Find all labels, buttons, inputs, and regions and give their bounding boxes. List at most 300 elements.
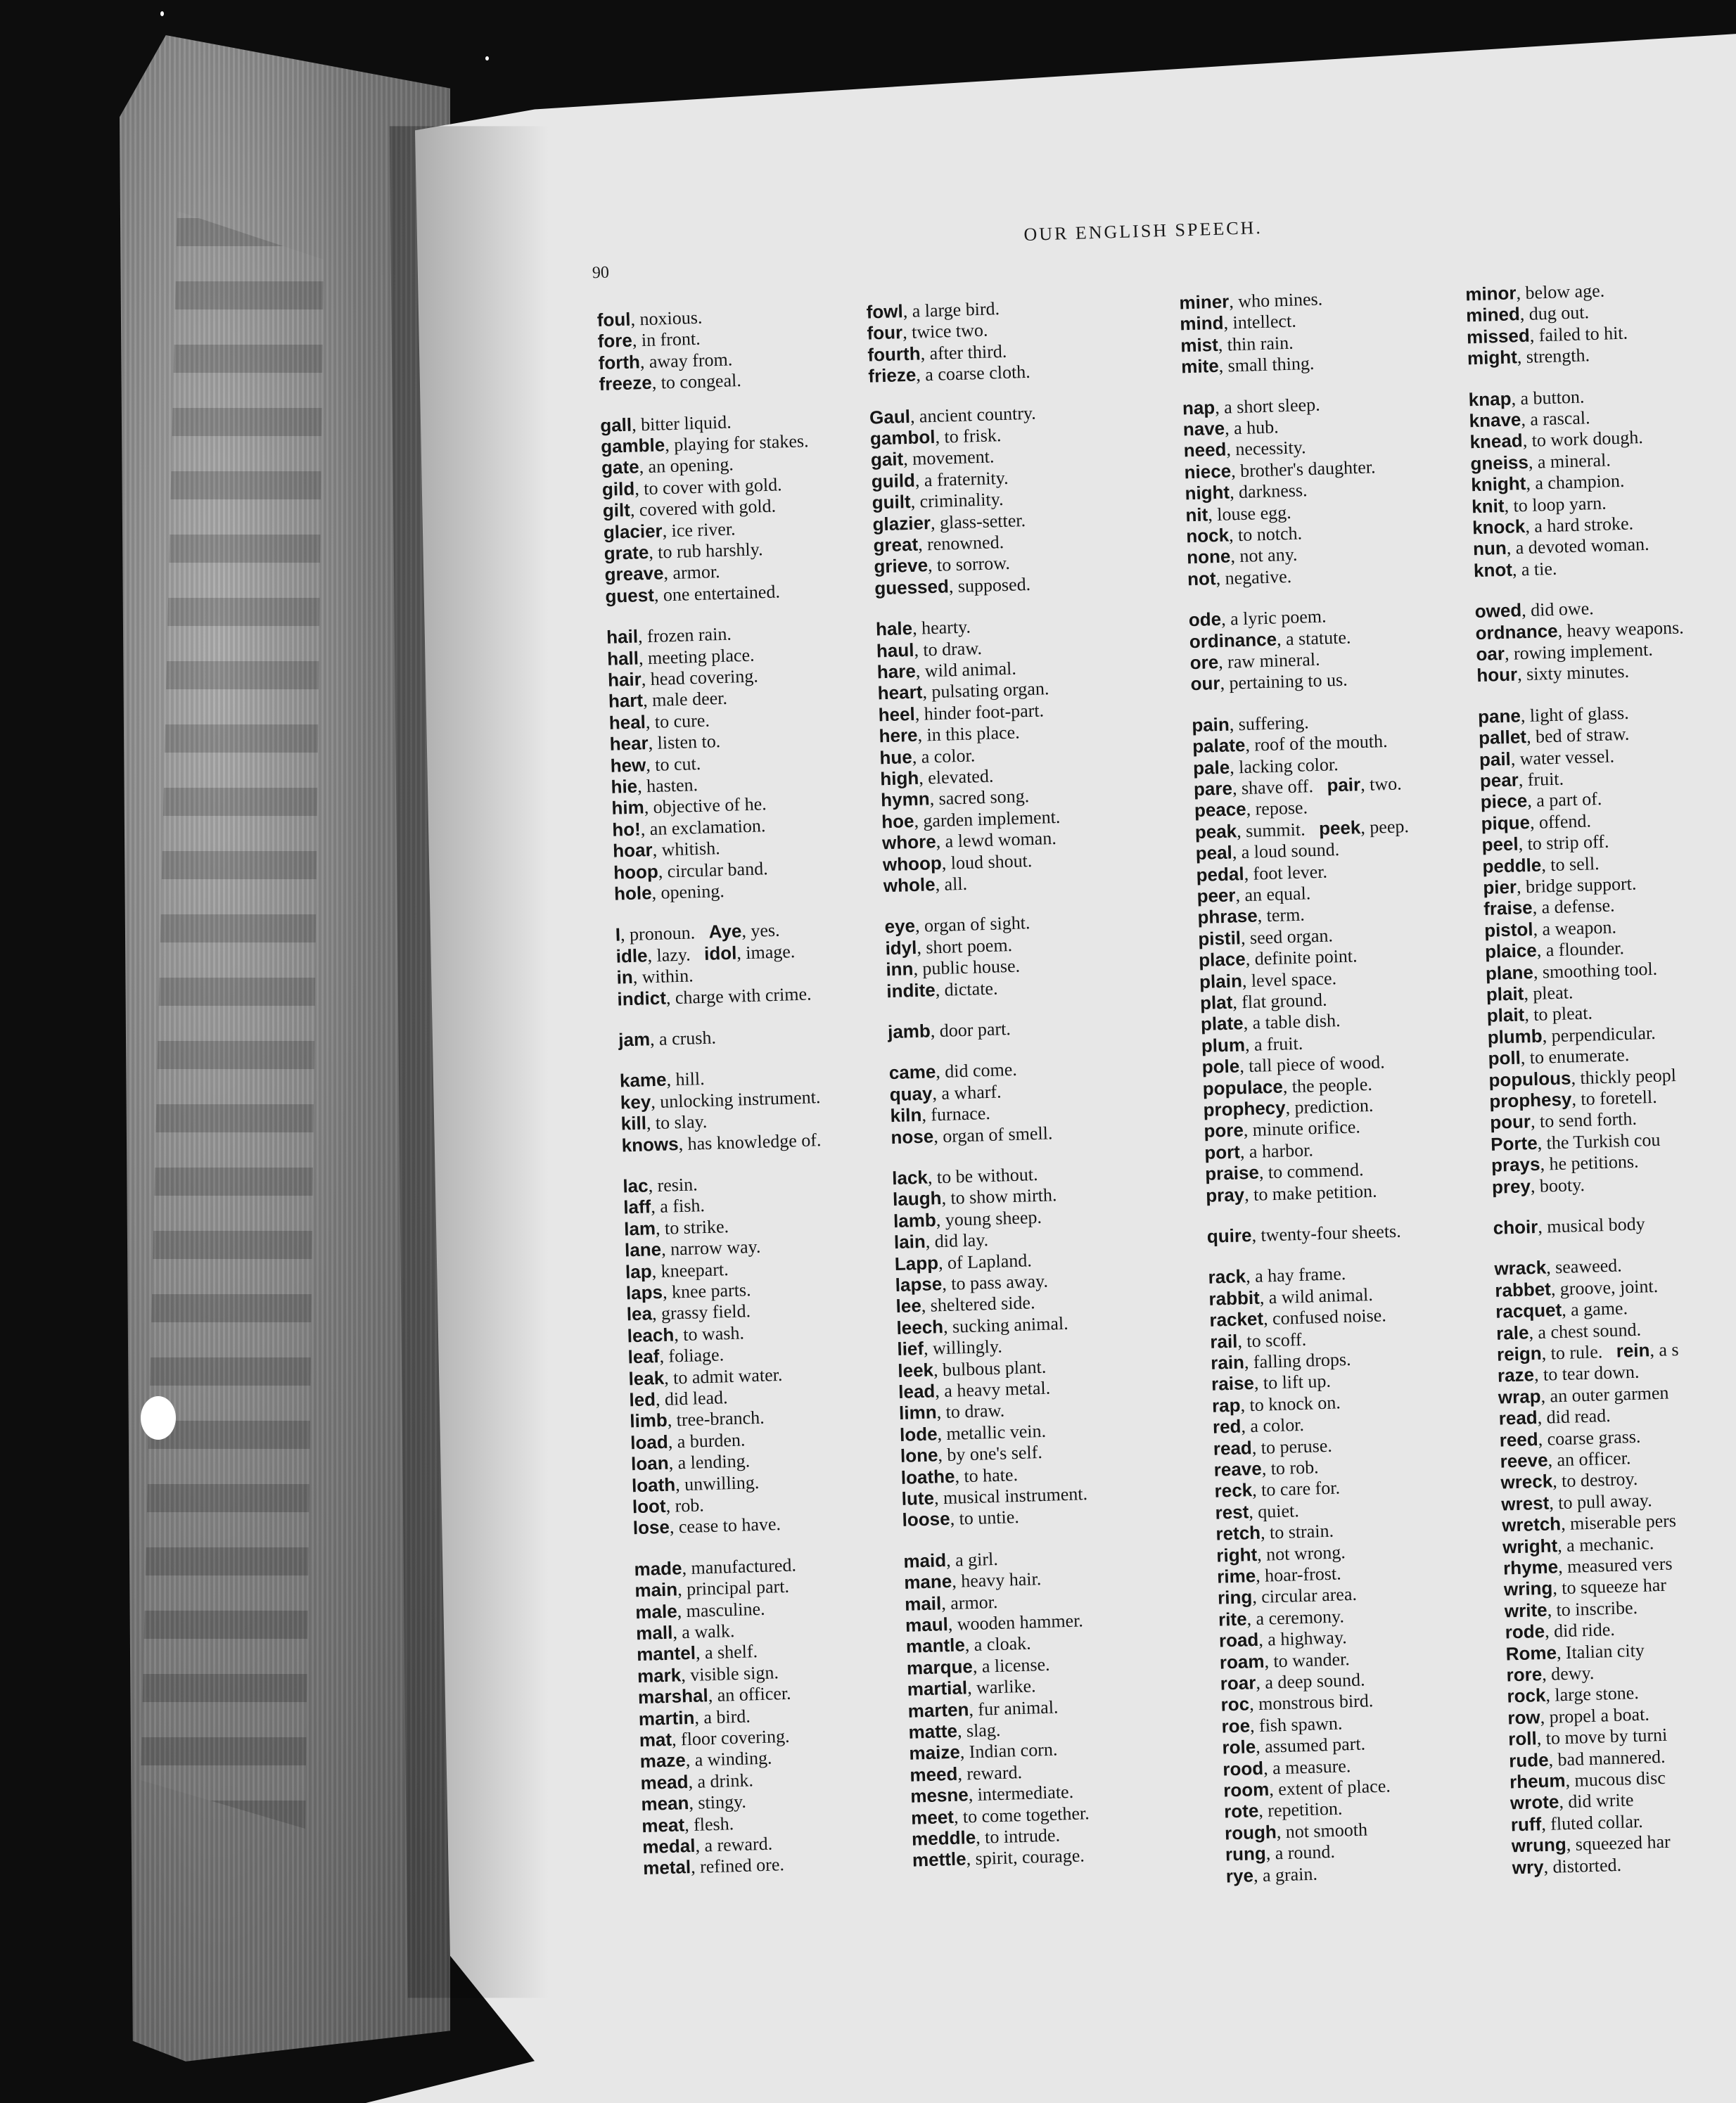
- definition: measured vers: [1566, 1553, 1673, 1577]
- headword: plumb: [1487, 1025, 1543, 1048]
- headword: port: [1204, 1141, 1241, 1163]
- definition: to lift up.: [1263, 1371, 1332, 1393]
- headword: pair: [1326, 774, 1361, 796]
- headword: mantel: [636, 1642, 696, 1666]
- definition: hinder foot-part.: [924, 700, 1045, 724]
- dictionary-entry: plum, a fruit.: [1201, 1033, 1303, 1056]
- definition: to peruse.: [1260, 1435, 1333, 1458]
- definition: has knowledge of.: [687, 1129, 822, 1154]
- headword: plum: [1201, 1033, 1246, 1056]
- headword: lea: [626, 1303, 653, 1325]
- definition: the Turkish cou: [1546, 1129, 1661, 1153]
- definition: to draw.: [922, 637, 983, 660]
- headword: hair: [607, 668, 642, 691]
- headword: wrest: [1500, 1492, 1550, 1515]
- dictionary-entry: ordnance, heavy weapons.: [1475, 616, 1685, 644]
- headword: knave: [1469, 409, 1521, 432]
- dictionary-entry: reeve, an officer.: [1500, 1447, 1631, 1472]
- dictionary-entry: pail, water vessel.: [1479, 745, 1615, 770]
- headword: heel: [878, 703, 916, 726]
- headword: wreck: [1500, 1470, 1553, 1494]
- dictionary-entry: metal, refined ore.: [642, 1854, 785, 1879]
- dictionary-entry: fowl, a large bird.: [866, 298, 1000, 323]
- definition: foliage.: [668, 1344, 725, 1367]
- definition: two.: [1369, 773, 1403, 795]
- definition: ancient country.: [919, 402, 1037, 427]
- headword: lone: [900, 1444, 938, 1467]
- dictionary-entry: meed, reward.: [909, 1761, 1023, 1786]
- dictionary-entry: heel, hinder foot-part.: [878, 700, 1045, 726]
- dictionary-entry: praise, to commend.: [1204, 1159, 1364, 1185]
- dictionary-entry: mite, small thing.: [1180, 352, 1315, 378]
- definition: to enumerate.: [1529, 1044, 1630, 1068]
- dictionary-entry: peak, summit. peek, peep.: [1194, 815, 1410, 843]
- dictionary-entry: gneiss, a mineral.: [1470, 449, 1611, 475]
- definition: floor covering.: [680, 1725, 790, 1750]
- definition: below age.: [1525, 280, 1605, 303]
- dictionary-entry: laugh, to show mirth.: [892, 1184, 1057, 1210]
- dictionary-entry: rale, a chest sound.: [1495, 1319, 1642, 1344]
- definition: meeting place.: [647, 644, 755, 668]
- definition: bulbous plant.: [942, 1356, 1047, 1380]
- dictionary-entry: lack, to be without.: [891, 1163, 1038, 1189]
- definition: did come.: [944, 1059, 1018, 1082]
- dictionary-entry: fourth, after third.: [867, 340, 1007, 366]
- dictionary-entry: road, a highway.: [1218, 1627, 1348, 1651]
- dictionary-entry: loathe, to hate.: [900, 1464, 1019, 1488]
- definition: repetition.: [1267, 1798, 1343, 1822]
- headword: mined: [1465, 303, 1521, 326]
- headword: roe: [1221, 1715, 1251, 1737]
- definition: to strip off.: [1527, 831, 1609, 855]
- headword: ode: [1188, 608, 1222, 631]
- headword: fraise: [1483, 897, 1533, 920]
- definition: roof of the mouth.: [1253, 731, 1388, 755]
- dictionary-entry: prophecy, prediction.: [1203, 1094, 1374, 1120]
- dictionary-entry: Porte, the Turkish cou: [1490, 1129, 1661, 1155]
- dictionary-entry: leaf, foliage.: [627, 1344, 725, 1368]
- definition: noxious.: [639, 307, 703, 330]
- headword: hew: [610, 753, 646, 776]
- dictionary-entry: meet, to come together.: [910, 1802, 1090, 1829]
- dictionary-entry: indict, charge with crime.: [617, 983, 812, 1010]
- dictionary-entry: hear, listen to.: [609, 731, 721, 755]
- definition: movement.: [912, 446, 995, 470]
- definition: a lending.: [677, 1450, 751, 1474]
- headword: leach: [627, 1324, 675, 1347]
- dictionary-entry: rest, quiet.: [1215, 1500, 1300, 1523]
- definition: visible sign.: [689, 1662, 779, 1685]
- dictionary-entry: rain, falling drops.: [1210, 1348, 1351, 1374]
- definition: refined ore.: [699, 1854, 785, 1878]
- definition: a grain.: [1262, 1863, 1318, 1886]
- definition: to slay.: [655, 1111, 708, 1134]
- headword: right: [1215, 1543, 1258, 1566]
- headword: lead: [898, 1380, 936, 1402]
- dictionary-entry: lode, metallic vein.: [899, 1420, 1047, 1445]
- definition: slag.: [966, 1719, 1001, 1741]
- definition: within.: [642, 965, 694, 987]
- dictionary-entry: great, renowned.: [873, 532, 1004, 556]
- dictionary-entry: wrung, squeezed har: [1511, 1831, 1671, 1857]
- headword: quire: [1206, 1224, 1252, 1247]
- headword: gamble: [600, 434, 665, 457]
- dictionary-entry: forth, away from.: [598, 349, 733, 373]
- dictionary-entry: loan, a lending.: [630, 1450, 751, 1475]
- dictionary-entry: lone, by one's self.: [900, 1442, 1043, 1467]
- headword: I: [615, 923, 621, 946]
- headword: rood: [1222, 1757, 1264, 1780]
- definition: to move by turni: [1545, 1724, 1668, 1749]
- dictionary-entry: miner, who mines.: [1179, 288, 1323, 314]
- headword: laff: [623, 1196, 651, 1218]
- dictionary-entry: hew, to cut.: [610, 753, 701, 776]
- definition: a coarse cloth.: [924, 361, 1031, 385]
- headword: heart: [877, 681, 923, 704]
- dictionary-entry: freeze, to congeal.: [599, 370, 742, 395]
- definition: ice river.: [671, 518, 736, 541]
- dictionary-entry: raise, to lift up.: [1211, 1371, 1332, 1395]
- headword: loot: [632, 1495, 667, 1518]
- dictionary-entry: hoar, whitish.: [612, 838, 721, 862]
- dictionary-entry: hoe, garden implement.: [881, 806, 1061, 833]
- dictionary-entry: lap, kneepart.: [625, 1258, 729, 1283]
- definition: small thing.: [1227, 352, 1315, 376]
- headword: reck: [1214, 1479, 1253, 1502]
- headword: plate: [1200, 1012, 1244, 1035]
- definition: a s: [1658, 1339, 1679, 1360]
- definition: not smooth: [1285, 1819, 1368, 1842]
- headword: inn: [886, 958, 914, 980]
- definition: flesh.: [693, 1813, 734, 1835]
- definition: not wrong.: [1265, 1541, 1346, 1565]
- dictionary-entry: limn, to draw.: [898, 1400, 1005, 1424]
- definition: grassy field.: [660, 1300, 751, 1324]
- headword: guild: [871, 469, 916, 492]
- definition: sacred song.: [938, 786, 1030, 810]
- dictionary-entry: rode, did ride.: [1505, 1619, 1616, 1643]
- dictionary-entry: pane, light of glass.: [1477, 702, 1630, 727]
- headword: hymn: [880, 788, 931, 811]
- dictionary-entry: gate, an opening.: [601, 454, 734, 479]
- headword: pole: [1201, 1055, 1240, 1078]
- headword: praise: [1204, 1161, 1260, 1185]
- definition: light of glass.: [1529, 702, 1630, 726]
- definition: to squeeze har: [1561, 1575, 1667, 1599]
- definition: loud shout.: [950, 850, 1033, 874]
- definition: large stone.: [1554, 1682, 1640, 1706]
- dictionary-entry: greave, armor.: [604, 561, 720, 586]
- dictionary-entry: martial, warlike.: [907, 1675, 1036, 1700]
- definition: twice two.: [911, 319, 988, 343]
- dictionary-entry: hymn, sacred song.: [880, 786, 1030, 811]
- dictionary-entry: meddle, to intrude.: [911, 1824, 1061, 1850]
- dictionary-entry: haul, to draw.: [876, 637, 983, 662]
- headword: hue: [879, 746, 913, 768]
- definition: suffering.: [1238, 712, 1310, 735]
- definition: yes.: [750, 920, 780, 942]
- headword: laugh: [892, 1187, 942, 1210]
- headword: meet: [910, 1805, 955, 1829]
- headword: knight: [1470, 473, 1526, 496]
- headword: prophecy: [1203, 1097, 1286, 1120]
- dictionary-entry: lapse, to pass away.: [895, 1270, 1049, 1296]
- headword: maid: [902, 1549, 947, 1572]
- definition: flat ground.: [1241, 989, 1327, 1013]
- headword: glacier: [603, 519, 663, 543]
- dictionary-entry: rote, repetition.: [1223, 1798, 1343, 1822]
- dictionary-entry: hoop, circular band.: [613, 857, 768, 883]
- definition: stingy.: [697, 1791, 747, 1813]
- headword: pistol: [1483, 918, 1533, 941]
- dictionary-entry: gall, bitter liquid.: [599, 411, 732, 436]
- dictionary-entry: hue, a color.: [879, 744, 976, 768]
- headword: peddle: [1482, 854, 1542, 877]
- dictionary-entry: missed, failed to hit.: [1466, 322, 1628, 348]
- headword: peal: [1195, 841, 1233, 864]
- definition: a color.: [1249, 1414, 1305, 1437]
- definition: thin rain.: [1227, 332, 1294, 355]
- definition: quiet.: [1257, 1500, 1300, 1522]
- definition: falling drops.: [1253, 1348, 1351, 1372]
- headword: oar: [1476, 642, 1505, 665]
- dictionary-entry: nose, organ of smell.: [891, 1122, 1053, 1148]
- definition: to rule.: [1550, 1341, 1603, 1364]
- headword: leaf: [627, 1345, 660, 1368]
- headword: rhyme: [1502, 1556, 1559, 1579]
- definition: a flounder.: [1545, 938, 1625, 961]
- headword: lane: [624, 1239, 662, 1261]
- headword: meat: [641, 1813, 685, 1836]
- dictionary-entry: knows, has knowledge of.: [621, 1129, 822, 1156]
- dictionary-entry: write, to inscribe.: [1504, 1597, 1638, 1622]
- headword: rode: [1505, 1621, 1545, 1643]
- definition: whitish.: [661, 838, 721, 860]
- dictionary-entry: ho!, an exclamation.: [611, 815, 766, 840]
- headword: rap: [1211, 1394, 1241, 1417]
- dictionary-entry: wrack, seaweed.: [1494, 1255, 1623, 1280]
- definition: confused noise.: [1272, 1305, 1387, 1329]
- headword: red: [1212, 1415, 1242, 1438]
- headword: reed: [1499, 1428, 1539, 1451]
- headword: roar: [1220, 1672, 1256, 1694]
- definition: seed organ.: [1249, 925, 1334, 948]
- definition: image.: [745, 940, 796, 963]
- dictionary-entry: reck, to care for.: [1214, 1477, 1341, 1502]
- dictionary-entry: roe, fish spawn.: [1221, 1713, 1343, 1737]
- definition: a round.: [1275, 1841, 1336, 1864]
- dictionary-entry: loose, to untie.: [902, 1507, 1020, 1531]
- headword: grieve: [874, 554, 928, 577]
- definition: lazy.: [656, 944, 691, 966]
- definition: bitter liquid.: [640, 411, 732, 435]
- headword: populace: [1202, 1075, 1284, 1099]
- definition: a burden.: [677, 1429, 746, 1452]
- headword: nave: [1182, 417, 1225, 440]
- headword: rest: [1215, 1501, 1249, 1523]
- dictionary-entry: gambol, to frisk.: [869, 425, 1002, 449]
- headword: forth: [598, 351, 641, 373]
- dictionary-entry: lain, did lay.: [893, 1229, 989, 1253]
- definition: tree-branch.: [676, 1407, 765, 1431]
- headword: hale: [875, 618, 913, 640]
- dictionary-entry: nap, a short sleep.: [1182, 394, 1321, 418]
- headword: freeze: [599, 371, 653, 395]
- dictionary-entry: rail, to scoff.: [1209, 1329, 1307, 1353]
- definition: playing for stakes.: [673, 430, 809, 455]
- headword: hie: [611, 775, 638, 798]
- dictionary-entry: hour, sixty minutes.: [1476, 661, 1630, 686]
- dictionary-entry: wreck, to destroy.: [1500, 1469, 1638, 1494]
- definition: to work dough.: [1531, 427, 1644, 452]
- headword: racquet: [1495, 1299, 1562, 1322]
- dictionary-entry: frieze, a coarse cloth.: [867, 361, 1031, 387]
- headword: plaice: [1484, 939, 1538, 963]
- headword: fowl: [866, 300, 904, 323]
- headword: reeve: [1500, 1449, 1548, 1472]
- headword: reave: [1213, 1457, 1263, 1481]
- headword: rite: [1218, 1608, 1247, 1630]
- dictionary-entry: choir, musical body: [1493, 1213, 1646, 1239]
- definition: mucous disc: [1574, 1767, 1666, 1791]
- definition: a mechanic.: [1566, 1532, 1654, 1556]
- headword: read: [1498, 1407, 1538, 1429]
- definition: to congeal.: [660, 370, 742, 393]
- dictionary-entry: roll, to move by turni: [1507, 1724, 1668, 1750]
- dictionary-entry: idyl, short poem.: [885, 934, 1013, 959]
- definition: peep.: [1369, 815, 1410, 838]
- definition: covered with gold.: [639, 495, 777, 520]
- dictionary-entry: lane, narrow way.: [624, 1236, 761, 1261]
- dictionary-entry: wright, a mechanic.: [1502, 1532, 1654, 1558]
- definition: did owe.: [1530, 598, 1595, 621]
- definition: to draw.: [945, 1400, 1005, 1423]
- headword: lack: [891, 1166, 928, 1189]
- headword: peer: [1196, 884, 1236, 907]
- definition: circular band.: [667, 857, 768, 881]
- headword: laps: [625, 1281, 663, 1304]
- dictionary-entry: gild, to cover with gold.: [601, 474, 782, 500]
- headword: mail: [904, 1592, 942, 1615]
- headword: ore: [1189, 651, 1219, 674]
- headword: mesne: [910, 1784, 969, 1807]
- headword: kame: [619, 1068, 667, 1092]
- definition: to pull away.: [1557, 1490, 1652, 1514]
- headword: ruff: [1510, 1813, 1542, 1836]
- dictionary-entry: lea, grassy field.: [626, 1300, 751, 1325]
- dictionary-entry: rabbet, groove, joint.: [1494, 1275, 1659, 1301]
- dictionary-entry: rhyme, measured vers: [1502, 1553, 1673, 1579]
- dictionary-entry: him, objective of he.: [611, 793, 767, 819]
- headword: indict: [617, 987, 667, 1010]
- headword: pray: [1205, 1183, 1245, 1206]
- headword: led: [628, 1388, 656, 1411]
- dictionary-entry: rough, not smooth: [1224, 1819, 1368, 1844]
- dictionary-entry: plate, a table dish.: [1200, 1010, 1341, 1035]
- headword: Lapp: [894, 1251, 939, 1274]
- headword: rote: [1223, 1800, 1259, 1822]
- headword: wrack: [1494, 1256, 1547, 1280]
- dictionary-entry: high, elevated.: [879, 765, 994, 790]
- dictionary-entry: mall, a walk.: [635, 1621, 735, 1644]
- definition: a wild animal.: [1268, 1284, 1374, 1308]
- headword: marque: [906, 1655, 974, 1679]
- headword: nit: [1185, 503, 1208, 525]
- definition: organ of sight.: [924, 912, 1030, 936]
- headword: fourth: [867, 343, 921, 366]
- dictionary-entry: wrest, to pull away.: [1500, 1490, 1652, 1515]
- dictionary-entry: rabbit, a wild animal.: [1208, 1284, 1374, 1310]
- dictionary-entry: jam, a crush.: [618, 1027, 717, 1051]
- dictionary-entry: whoop, loud shout.: [882, 850, 1033, 875]
- dictionary-entry: in, within.: [616, 965, 694, 988]
- headword: ordnance: [1475, 620, 1559, 644]
- definition: intermediate.: [977, 1782, 1074, 1805]
- definition: opening.: [660, 881, 725, 903]
- headword: mist: [1180, 333, 1219, 357]
- definition: fluted collar.: [1550, 1810, 1644, 1834]
- headword: mettle: [912, 1848, 967, 1872]
- headword: whoop: [882, 852, 943, 875]
- headword: prays: [1491, 1153, 1540, 1177]
- dictionary-entry: ode, a lyric poem.: [1188, 606, 1327, 631]
- headword: ring: [1217, 1586, 1253, 1609]
- definition: unlocking instrument.: [659, 1086, 821, 1112]
- definition: male deer.: [651, 688, 728, 711]
- definition: one entertained.: [663, 581, 781, 606]
- definition: strength.: [1526, 345, 1590, 368]
- dictionary-entry: nave, a hub.: [1182, 416, 1279, 440]
- dictionary-entry: plaice, a flounder.: [1484, 938, 1625, 963]
- headword: minor: [1464, 282, 1517, 305]
- dictionary-entry: pique, offend.: [1481, 810, 1592, 834]
- definition: objective of he.: [653, 793, 767, 818]
- dictionary-entry: rood, a measure.: [1222, 1755, 1351, 1780]
- definition: to destroy.: [1561, 1469, 1638, 1492]
- definition: did write: [1567, 1789, 1634, 1813]
- definition: Indian corn.: [969, 1739, 1058, 1763]
- definition: sheltered side.: [930, 1292, 1035, 1316]
- definition: bed of straw.: [1535, 723, 1630, 747]
- definition: did read.: [1546, 1405, 1611, 1428]
- definition: to strain.: [1269, 1520, 1334, 1543]
- headword: racket: [1208, 1308, 1264, 1331]
- definition: to scoff.: [1246, 1329, 1307, 1351]
- dictionary-entry: lam, to strike.: [623, 1215, 729, 1240]
- definition: a walk.: [681, 1621, 735, 1643]
- definition: a game.: [1570, 1298, 1628, 1320]
- dictionary-entry: place, definite point.: [1198, 945, 1358, 971]
- headword: meddle: [911, 1827, 976, 1850]
- headword: maze: [639, 1749, 687, 1772]
- definition: prediction.: [1294, 1094, 1374, 1118]
- definition: an outer garmen: [1550, 1382, 1669, 1407]
- dictionary-entry: mantle, a cloak.: [905, 1632, 1032, 1658]
- definition: to pass away.: [950, 1270, 1049, 1294]
- dictionary-entry: pain, suffering.: [1191, 712, 1310, 736]
- headword: lam: [623, 1217, 656, 1240]
- definition: a drink.: [697, 1770, 754, 1792]
- definition: lacking color.: [1238, 753, 1339, 777]
- headword: lode: [899, 1423, 938, 1445]
- headword: high: [879, 767, 919, 790]
- definition: fur animal.: [977, 1696, 1059, 1720]
- dictionary-entry: lead, a heavy metal.: [898, 1377, 1051, 1402]
- headword: pier: [1482, 876, 1517, 899]
- headword: raise: [1211, 1372, 1255, 1395]
- dictionary-entry: wry, distorted.: [1512, 1854, 1622, 1878]
- dictionary-entry: rap, to knock on.: [1211, 1392, 1341, 1417]
